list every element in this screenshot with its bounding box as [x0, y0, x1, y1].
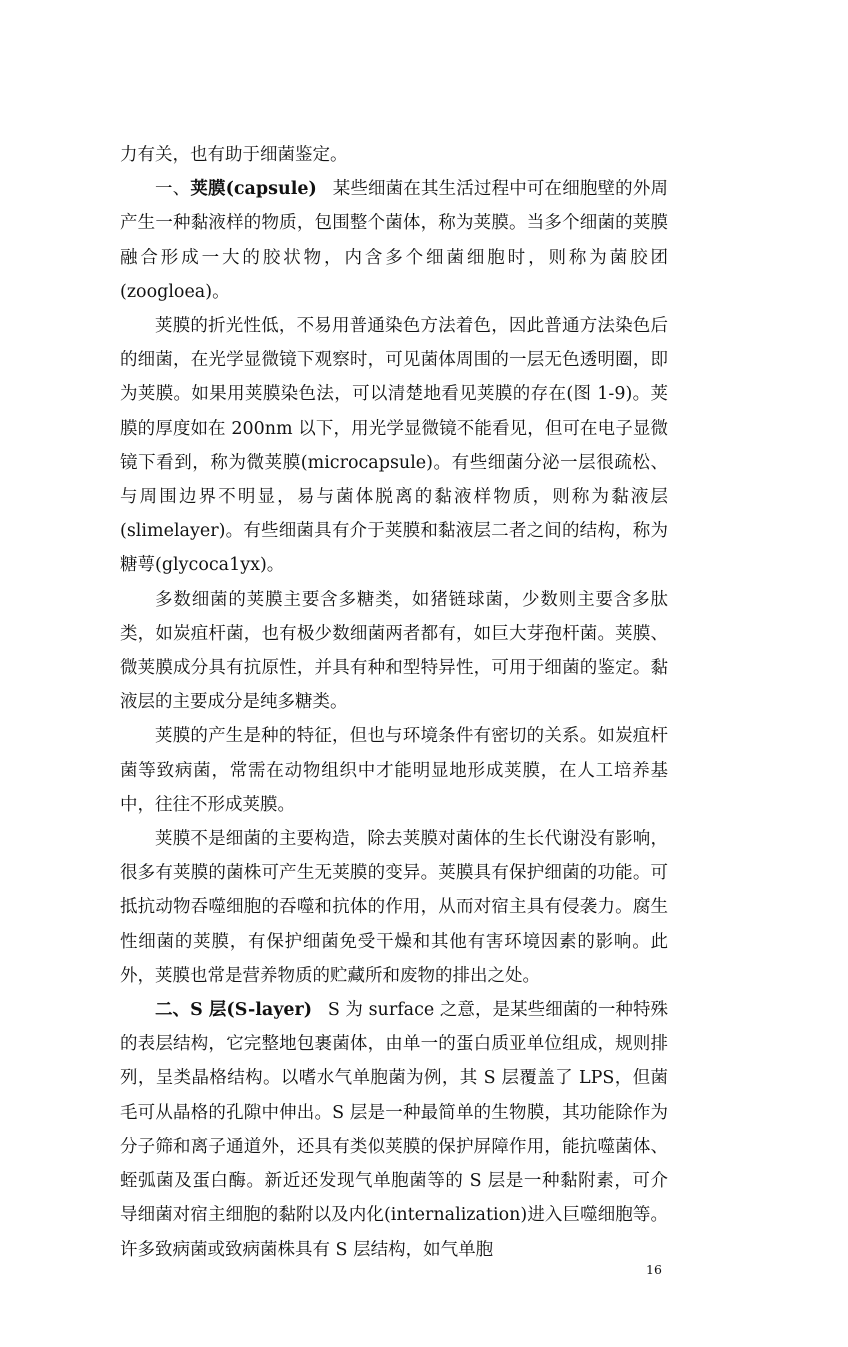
paragraph-capsule-formation	[120, 719, 668, 822]
section-heading-capsule: 荚膜(capsule)	[190, 179, 317, 200]
page-number: 16	[646, 1262, 662, 1277]
paragraph-capsule-function	[120, 822, 668, 993]
paragraph-s-layer	[120, 993, 668, 1267]
paragraph-continuation	[120, 138, 668, 172]
paragraph-capsule-composition	[120, 583, 668, 720]
paragraph-text: 荚膜不是细菌的主要构造，除去荚膜对菌体的生长代谢没有影响，很多有荚膜的菌株可产生无荚膜的变异。荚膜具有保护细菌的功能。可抵抗动物吞噬细胞的吞噬和抗体的作用，从而对宿主具有侵袭力。腐生性细菌的荚膜，有保护细菌免受干燥和其他有害环境因素的影响。此外，荚膜也常是营养物质的贮藏所和废物的排出之处。	[120, 829, 668, 986]
paragraph-text: 力有关，也有助于细菌鉴定。	[120, 145, 348, 165]
paragraph-text: S 为 surface 之意，是某些细菌的一种特殊的表层结构，它完整地包裹菌体，由单一的蛋白质亚单位组成，规则排列，呈类晶格结构。以嗜水气单胞菌为例，其 S 层覆盖了 LPS，但菌毛可从晶格的孔隙中伸出。S 层是一种最简单的生物膜，其功能除作为分子筛和离子通道外，还具有类似荚膜的保护屏障作用，能抗噬菌体、蛭弧菌及蛋白酶。新近还发现气单胞菌等的 S 层是一种黏附素，可介导细菌对宿主细胞的黏附以及内化(internalization)进入巨噬细胞等。许多致病菌或致病菌株具有 S 层结构，如气单胞	[120, 1000, 668, 1260]
paragraph-text: 某些细菌在其生活过程中可在细胞壁的外周产生一种黏液样的物质，包围整个菌体，称为荚膜。当多个细菌的荚膜融合形成一大的胶状物，内含多个细菌细胞时，则称为菌胶团(zoogloea)。	[120, 179, 668, 302]
paragraph-capsule-staining	[120, 309, 668, 583]
paragraph-text: 荚膜的产生是种的特征，但也与环境条件有密切的关系。如炭疽杆菌等致病菌，常需在动物组织中才能明显地形成荚膜，在人工培养基中，往往不形成荚膜。	[120, 726, 668, 815]
paragraph-capsule-definition	[120, 172, 668, 309]
paragraph-text: 多数细菌的荚膜主要含多糖类，如猪链球菌，少数则主要含多肽类，如炭疽杆菌，也有极少数细菌两者都有，如巨大芽孢杆菌。荚膜、微荚膜成分具有抗原性，并具有种和型特异性，可用于细菌的鉴定。黏液层的主要成分是纯多糖类。	[120, 589, 668, 713]
paragraph-text: 荚膜的折光性低，不易用普通染色方法着色，因此普通方法染色后的细菌，在光学显微镜下观察时，可见菌体周围的一层无色透明圈，即为荚膜。如果用荚膜染色法，可以清楚地看见荚膜的存在(图 1-9)。荚膜的厚度如在 200nm 以下，用光学显微镜不能看见，但可在电子显微镜下看到，称为微荚膜(microcapsule)。有些细菌分泌一层很疏松、与周围边界不明显，易与菌体脱离的黏液样物质，则称为黏液层(slimelayer)。有些细菌具有介于荚膜和黏液层二者之间的结构，称为糖萼(glycoca1yx)。	[120, 316, 668, 576]
page-body	[120, 138, 668, 1267]
section-heading-s-layer: 二、S 层(S-layer)	[155, 1000, 313, 1021]
section-heading-prefix: 一、	[155, 179, 191, 200]
